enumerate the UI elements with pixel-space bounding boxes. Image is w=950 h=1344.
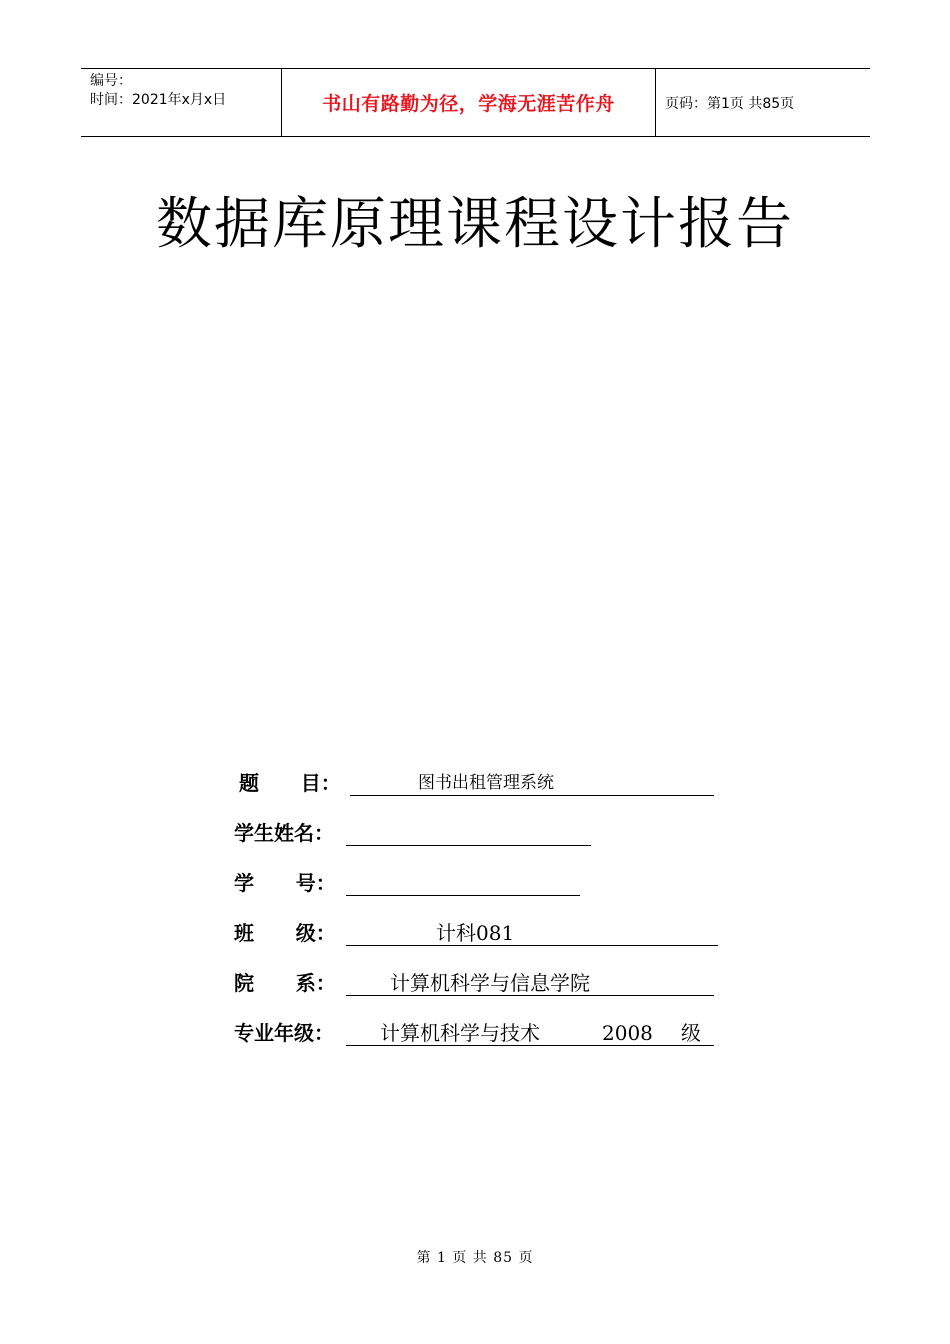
page-info: 页码：第1页 共85页 [665,95,795,112]
dept-label: 院 系： [234,971,336,995]
document-title: 数据库原理课程设计报告 [156,192,794,257]
major-suffix: 级 [681,1021,701,1045]
name-label: 学生姓名： [234,821,334,845]
major-year: 2008 [602,1021,653,1045]
time-label: 时间：2021年x月x日 [90,92,227,108]
topic-value: 图书出租管理系统 [418,773,554,793]
topic-label: 题 目： [239,771,341,795]
page-footer: 第 1 页 共 85 页 [416,1250,534,1266]
major-label: 专业年级： [234,1021,334,1045]
header-motto-cell [281,69,656,136]
serial-label: 编号： [90,73,132,89]
id-underline [346,871,580,896]
class-value: 计科081 [436,921,515,945]
motto-text: 书山有路勤为径，学海无涯苦作舟 [322,93,615,115]
header-table [81,68,870,137]
header-page-cell [656,69,870,136]
major-value: 计算机科学与技术 [380,1021,540,1045]
class-label: 班 级： [234,921,336,945]
dept-value: 计算机科学与信息学院 [390,971,590,995]
header-left-cell [81,69,281,136]
name-underline [346,821,591,846]
id-label: 学 号： [234,871,336,895]
class-underline [346,921,718,946]
